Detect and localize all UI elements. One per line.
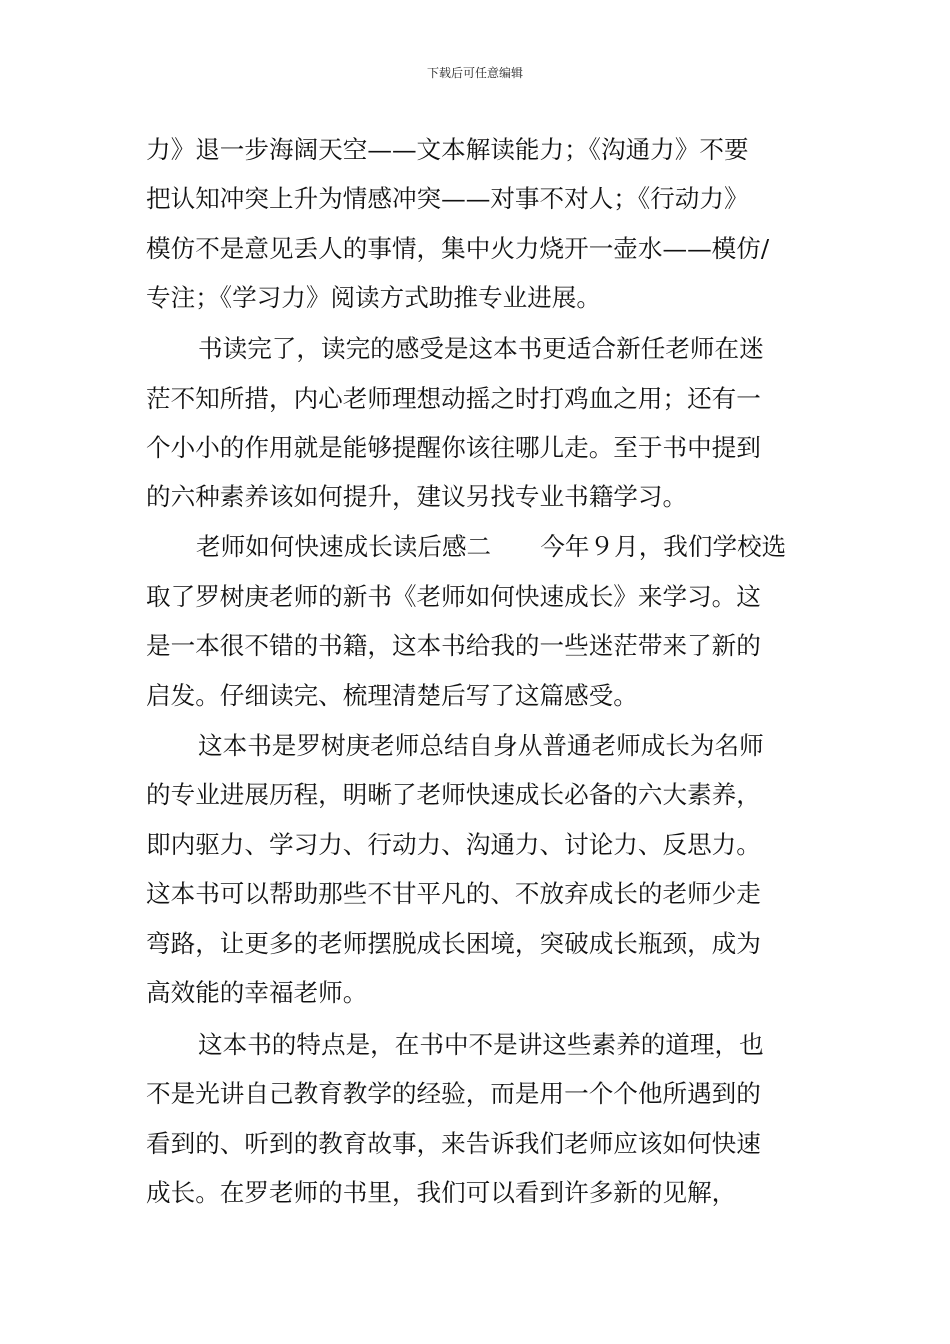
text-line: 力》退一步海阔天空——文本解读能力；《沟通力》不要 [146, 135, 749, 164]
text-line: 高效能的幸福老师。 [146, 978, 368, 1007]
text-line: 这本书可以帮助那些不甘平凡的、不放弃成长的老师少走 [146, 879, 761, 908]
text-line: 的六种素养该如何提升，建议另找专业书籍学习。 [146, 482, 688, 511]
text-line: 把认知冲突上升为情感冲突——对事不对人；《行动力》 [146, 184, 749, 213]
text-line: 启发。仔细读完、梳理清楚后写了这篇感受。 [146, 681, 638, 710]
paragraph-first-line: 这本书是罗树庚老师总结自身从普通老师成长为名师 [198, 731, 764, 760]
paragraph-first-line: 书读完了，读完的感受是这本书更适合新任老师在迷 [198, 334, 764, 363]
text-line: 成长。在罗老师的书里，我们可以看到许多新的见解， [146, 1178, 737, 1207]
text-line: 茫不知所措，内心老师理想动摇之时打鸡血之用；还有一 [146, 384, 761, 413]
text-line: 看到的、听到的教育故事，来告诉我们老师应该如何快速 [146, 1129, 761, 1158]
text-line: 模仿不是意见丢人的事情，集中火力烧开一壶水——模仿/ [146, 234, 770, 263]
text-line: 个小小的作用就是能够提醒你该往哪儿走。至于书中提到 [146, 433, 761, 462]
text-line: 取了罗树庚老师的新书《老师如何快速成长》来学习。这 [146, 582, 761, 611]
text-line: 专注；《学习力》阅读方式助推专业进展。 [146, 283, 601, 312]
text-line: 的专业进展历程，明晰了老师快速成长必备的六大素养， [146, 780, 761, 809]
text-line: 不是光讲自己教育教学的经验，而是用一个个他所遇到的 [146, 1079, 761, 1108]
text-line: 弯路，让更多的老师摆脱成长困境，突破成长瓶颈，成为 [146, 929, 761, 958]
text-line: 是一本很不错的书籍，这本书给我的一些迷茫带来了新的 [146, 631, 761, 660]
paragraph-first-line: 这本书的特点是，在书中不是讲这些素养的道理，也 [198, 1030, 764, 1059]
page-header: 下载后可任意编辑 [426, 66, 523, 80]
paragraph-first-line: 老师如何快速成长读后感二 今年９月，我们学校选 [196, 532, 787, 561]
text-line: 即内驱力、学习力、行动力、沟通力、讨论力、反思力。 [146, 830, 761, 859]
